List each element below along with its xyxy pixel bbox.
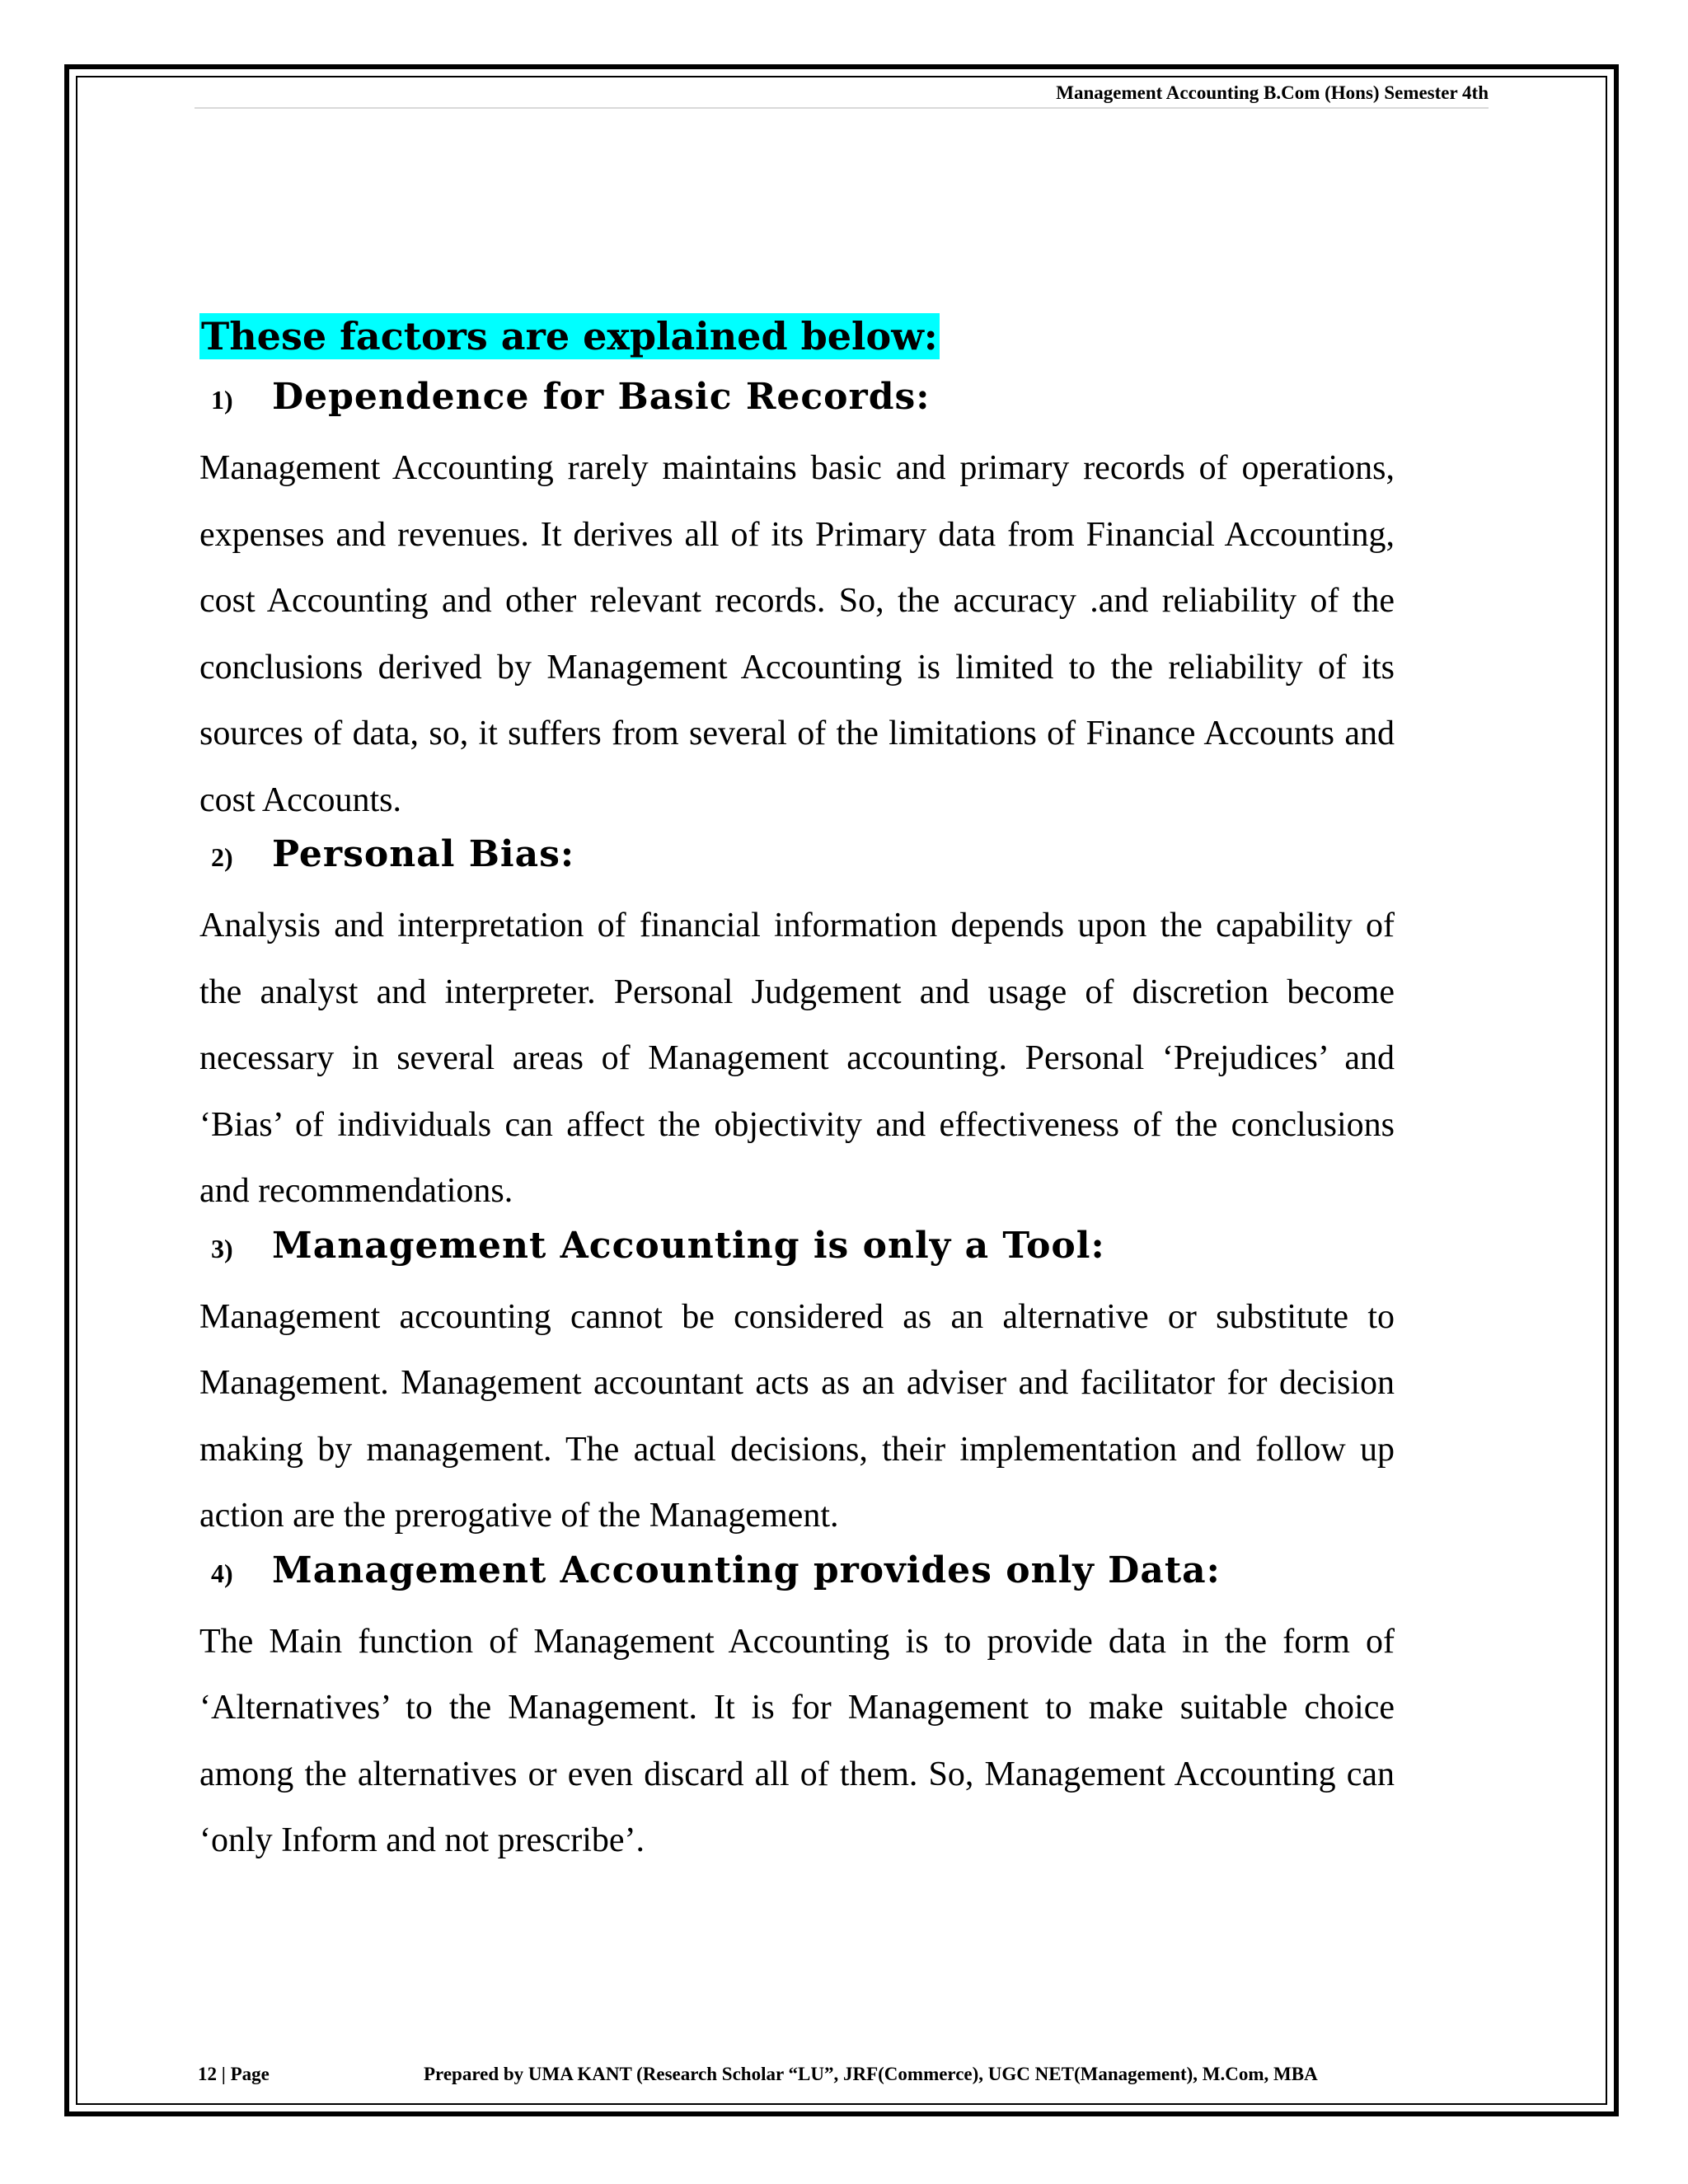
section-paragraph: Management Accounting rarely maintains basic and primary records of operations, expenses and revenues. It derives all of its Primary data from Financial Accounting, cost Accounting and other relevant records. So, the accuracy .and reliability of the conclusions derived by Management Accounting is limited to the reliability of its sources of data, so, it suffers from several of the limitations of Finance Accounts and cost Accounts. [199, 449, 1395, 819]
page-content [199, 313, 1395, 1874]
section-number: 1) [211, 385, 233, 415]
section-1 [199, 376, 1395, 833]
section-heading [199, 833, 1395, 893]
section-title: Management Accounting is only a Tool: [272, 1224, 1105, 1267]
section-2 [199, 833, 1395, 1225]
section-4 [199, 1549, 1395, 1874]
section-title: Personal Bias: [272, 833, 575, 875]
page-header: Management Accounting B.Com (Hons) Semester 4th [195, 79, 1489, 109]
section-paragraph: The Main function of Management Accounting is to provide data in the form of ‘Alternatives’ to the Management. It is for Management to make suitable choice among the alternatives or even discard all of them. So, Management Accounting can ‘only Inform and not prescribe’. [199, 1622, 1395, 1859]
section-paragraph: Management accounting cannot be considered as an alternative or substitute to Management. Management accountant acts as an adviser and facilitator for decision making by management. The actual decisions, their implementation and follow up action are the prerogative of the Management. [199, 1297, 1395, 1535]
section-3 [199, 1225, 1395, 1549]
intro-heading: These factors are explained below: [201, 314, 938, 359]
section-heading [199, 376, 1395, 435]
section-paragraph: Analysis and interpretation of financial information depends upon the capability of the analyst and interpreter. Personal Judgement and usage of discretion become necessary in several areas of Management accounting. Personal ‘Prejudices’ and ‘Bias’ of individuals can affect the objectivity and effectiveness of the conclusions and recommendations. [199, 907, 1395, 1210]
section-heading [199, 1549, 1395, 1609]
section-number: 4) [211, 1558, 233, 1588]
section-title: Dependence for Basic Records: [272, 376, 931, 418]
section-number: 3) [211, 1233, 233, 1263]
page-number: 12 | Page [198, 2064, 270, 2084]
prepared-by-credit: Prepared by UMA KANT (Research Scholar “LU”, JRF(Commerce), UGC NET(Management), M.Com, MBA [424, 2064, 1318, 2084]
section-heading [199, 1225, 1395, 1284]
section-title: Management Accounting provides only Data: [272, 1549, 1221, 1591]
section-number: 2) [211, 842, 233, 872]
